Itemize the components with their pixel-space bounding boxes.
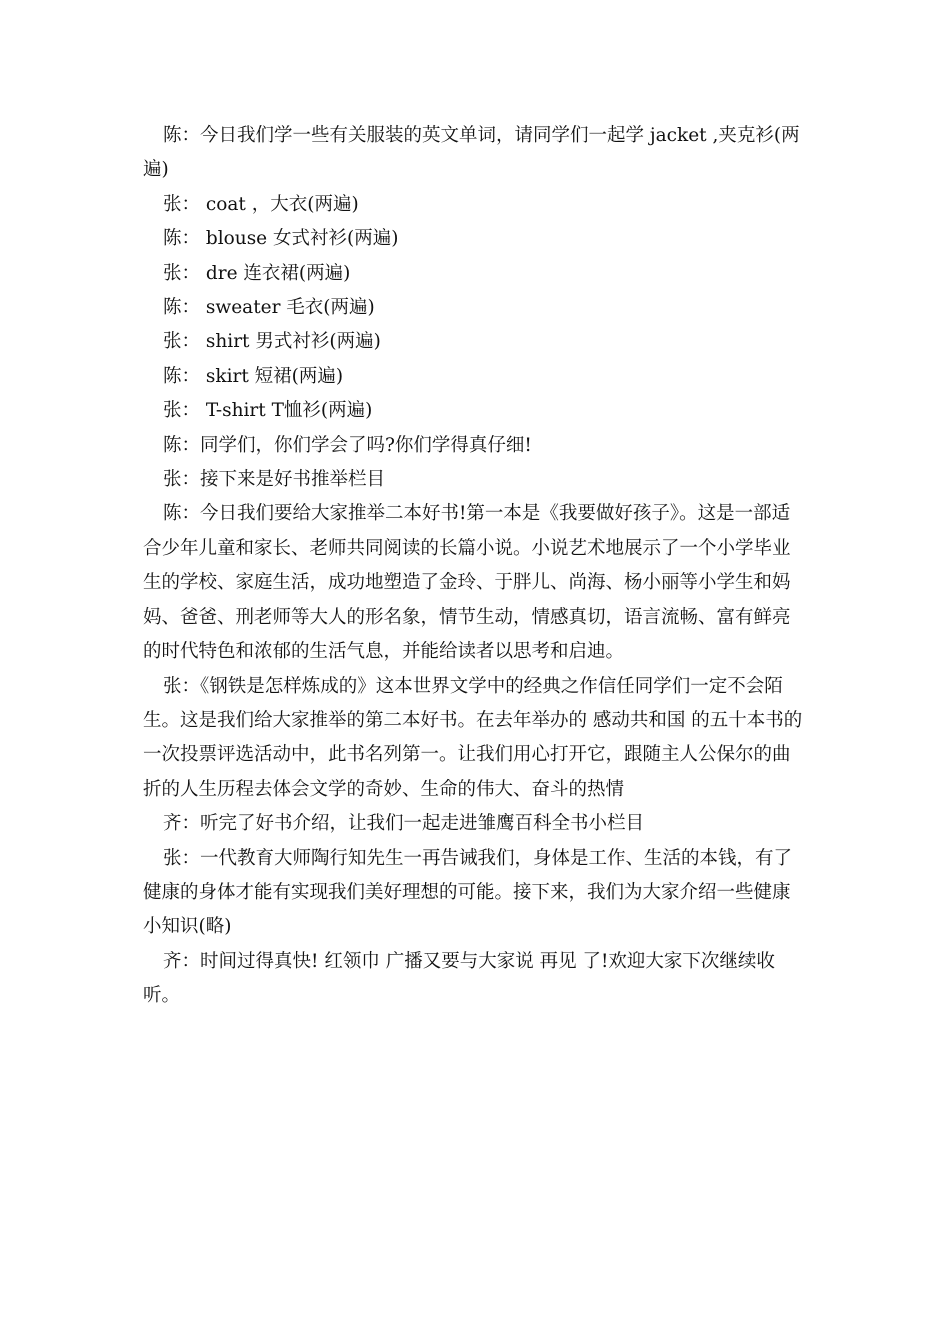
paragraph: 张：《钢铁是怎样炼成的》这本世界文学中的经典之作信任同学们一定不会陌生。这是我们给大家推举的第二本好书。在去年举办的 感动共和国 的五十本书的一次投票评选活动中，此书名列第一。让我们用心打开它，跟随主人公保尔的曲折的人生历程去体会文学的奇妙、生命的伟大、奋斗的热情 xyxy=(143,675,803,800)
paragraph: 张： dre 连衣裙(两遍) xyxy=(163,262,351,284)
paragraph: 陈：同学们，你们学会了吗?你们学得真仔细! xyxy=(163,434,532,456)
paragraph: 陈：今日我们学一些有关服装的英文单词，请同学们一起学 jacket ,夹克衫(两遍) xyxy=(143,125,800,181)
paragraph: 齐：时间过得真快! 红领巾 广播又要与大家说 再见 了!欢迎大家下次继续收听。 xyxy=(143,950,775,1007)
paragraph: 张： coat ，大衣(两遍) xyxy=(163,193,359,215)
paragraph: 张：接下来是好书推举栏目 xyxy=(163,469,386,491)
paragraph: 齐：听完了好书介绍，让我们一起走进雏鹰百科全书小栏目 xyxy=(163,813,645,835)
document-body xyxy=(143,119,807,1014)
paragraph: 张： T-shirt T恤衫(两遍) xyxy=(163,400,373,422)
paragraph: 张： shirt 男式衬衫(两遍) xyxy=(163,331,381,353)
paragraph: 陈： skirt 短裙(两遍) xyxy=(163,365,344,387)
paragraph: 陈： blouse 女式衬衫(两遍) xyxy=(163,228,399,250)
paragraph: 陈： sweater 毛衣(两遍) xyxy=(163,297,375,319)
paragraph: 张：一代教育大师陶行知先生一再告诫我们，身体是工作、生活的本钱，有了健康的身体才能有实现我们美好理想的可能。接下来，我们为大家介绍一些健康小知识(略) xyxy=(143,847,793,938)
paragraph: 陈：今日我们要给大家推举二本好书!第一本是《我要做好孩子》。这是一部适合少年儿童和家长、老师共同阅读的长篇小说。小说艺术地展示了一个小学毕业生的学校、家庭生活，成功地塑造了金玲、于胖儿、尚海、杨小丽等小学生和妈妈、爸爸、刑老师等大人的形名象，情节生动，情感真切，语言流畅、富有鲜亮的时代特色和浓郁的生活气息，并能给读者以思考和启迪。 xyxy=(143,503,791,663)
